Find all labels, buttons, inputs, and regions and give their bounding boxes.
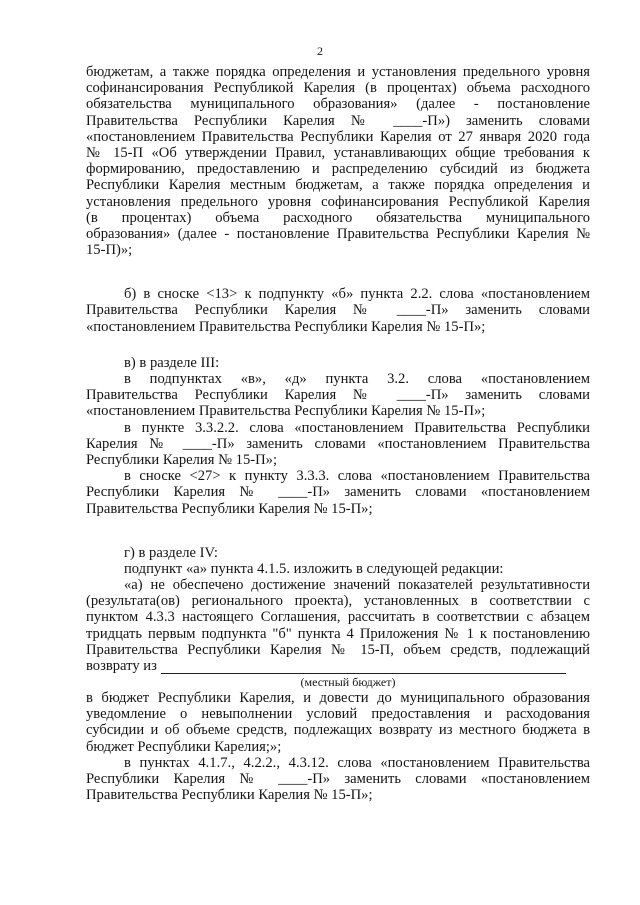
text-line: Республики Карелия № ____-П» заменить словами «постановлением xyxy=(86,484,590,501)
text-line: Правительства Республики Карелия № 15-П, объем средств, подлежащий xyxy=(86,641,590,658)
text-line: Правительства Республики Карелия № ____-П» заменить словами xyxy=(86,387,590,404)
text-line: тридцать первым подпункта "б" пункта 4 Приложения № 1 к постановлению xyxy=(86,625,590,642)
fill-in-blank xyxy=(161,660,566,674)
section-heading: г) в разделе IV: xyxy=(124,544,218,561)
text-line: «а) не обеспечено достижение значений показателей результативности xyxy=(124,577,590,594)
paragraph-g xyxy=(86,545,590,804)
text-line: бюджетам, а также порядка определения и установления предельного уровня xyxy=(86,64,590,80)
text-line: субсидии и об объеме средств, подлежащих возврату из местного бюджета в xyxy=(86,722,590,739)
text-line: 15-П)»; xyxy=(86,242,133,259)
text-line: Правительства Республики Карелия № 15-П»; xyxy=(86,787,373,804)
text-line: образования» (далее - постановление Правительства Республики Карелия № xyxy=(86,225,590,242)
text-line: уведомление о невыполнении условий предоставления и расходования xyxy=(86,706,590,723)
text-line: «постановлением Правительства Республики Карелия № 15-П»; xyxy=(86,318,486,335)
section-heading: в) в разделе III: xyxy=(124,354,220,371)
blank-caption: (местный бюджет) xyxy=(300,675,396,689)
page-number: 2 xyxy=(317,44,323,58)
refund-label: возврату из xyxy=(86,658,157,674)
text-line: б) в сноске <13> к подпункту «б» пункта 2.2. слова «постановлением xyxy=(124,286,590,303)
document-body xyxy=(86,64,590,803)
text-line: Правительства Республики Карелия № ____-П») заменить словами xyxy=(86,112,590,129)
text-line: в бюджет Республики Карелия, и довести до муниципального образования xyxy=(86,690,590,706)
text-line: № 15-П «Об утверждении Правил, устанавливающих общие требования к xyxy=(86,144,590,161)
text-line: установления предельного уровня софинансирования Республикой Карелия xyxy=(86,193,590,210)
text-line: пунктом 4.3.3 настоящего Соглашения, рассчитать в соответствии с абзацем xyxy=(86,609,590,626)
text-line: Республики Карелия № ____-П» заменить словами «постановлением xyxy=(86,770,590,787)
text-line: в пунктах 4.1.7., 4.2.2., 4.3.12. слова «постановлением Правительства xyxy=(124,754,590,771)
text-line: Карелия № ____-П» заменить словами «постановлением Правительства xyxy=(86,435,590,452)
text-line: бюджет Республики Карелия;»; xyxy=(86,738,282,755)
text-line: Правительства Республики Карелия № 15-П»; xyxy=(86,500,373,517)
text-line: формированию, предоставлению и распределению субсидий из бюджета xyxy=(86,161,590,178)
paragraph-main xyxy=(86,64,590,258)
text-line: Правительства Республики Карелия № ____-П» заменить словами xyxy=(86,302,590,319)
text-line: в подпунктах «в», «д» пункта 3.2. слова «постановлением xyxy=(124,371,590,387)
text-line: обязательства муниципального образования» (далее - постановление xyxy=(86,96,590,113)
text-line: (в процентах) объема расходного обязательства муниципального xyxy=(86,209,590,226)
paragraph-v xyxy=(86,355,590,517)
text-line: подпункт «а» пункта 4.1.5. изложить в следующей редакции: xyxy=(124,560,504,577)
paragraph-b xyxy=(86,286,590,335)
text-line: «постановлением Правительства Республики Карелия № 15-П»; xyxy=(86,403,486,420)
text-line: софинансирования Республикой Карелия (в процентах) объема расходного xyxy=(86,80,590,97)
text-line: (результата(ов) регионального проекта), установленных в соответствии с xyxy=(86,593,590,610)
text-line: Республики Карелия местным бюджетам, а также порядка определения и xyxy=(86,177,590,194)
refund-fill-row xyxy=(86,658,590,675)
text-line: в пункте 3.3.2.2. слова «постановлением Правительства Республики xyxy=(124,419,590,436)
text-line: в сноске <27> к пункту 3.3.3. слова «постановлением Правительства xyxy=(124,468,590,485)
text-line: «постановлением Правительства Республики Карелия от 27 января 2020 года xyxy=(86,128,590,145)
text-line: Республики Карелия № 15-П»; xyxy=(86,451,278,468)
